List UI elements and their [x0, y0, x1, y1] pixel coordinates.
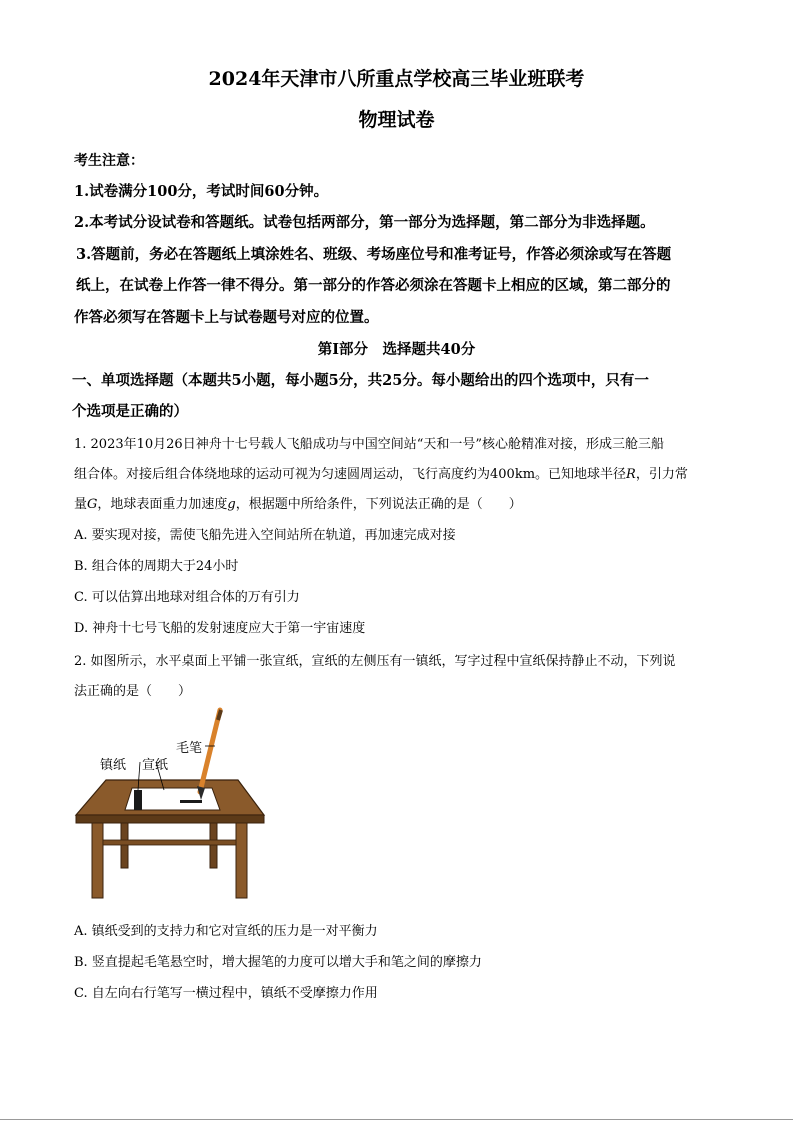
exam-subtitle: 物理试卷	[358, 109, 435, 131]
desk-figure	[70, 700, 270, 905]
q1-line3-c: ，根据题中所给条件，下列说法正确的是（ ）	[235, 497, 522, 512]
table-crossbar	[103, 840, 236, 845]
q1-stem-line-1: 1. 2023年10月26日神舟十七号载人飞船成功与中国空间站“天和一号”核心舱精准对接，形成三舱三船	[74, 437, 664, 452]
xuan-paper-label: 宣纸	[142, 758, 169, 773]
ink-stroke	[180, 800, 202, 803]
section-heading-line-2: 个选项是正确的）	[72, 403, 188, 420]
q1-var-g: g	[227, 497, 236, 512]
paperweight-label: 镇纸	[100, 758, 127, 773]
q1-stem-line-2	[74, 463, 688, 482]
q2-option-b: B. 竖直提起毛笔悬空时，增大握笔的力度可以增大手和笔之间的摩擦力	[74, 955, 482, 970]
q1-line3-a: 量	[74, 497, 88, 512]
q2-option-a: A. 镇纸受到的支持力和它对宣纸的压力是一对平衡力	[74, 924, 378, 939]
notice-item-3-line-3: 作答必须写在答题卡上与试卷题号对应的位置。	[74, 309, 379, 326]
paperweight-block	[134, 790, 142, 810]
q2-stem-line-2: 法正确的是（ ）	[74, 684, 192, 699]
q1-option-a: A. 要实现对接，需使飞船先进入空间站所在轨道，再加速完成对接	[74, 528, 456, 543]
q1-var-R: R	[626, 467, 636, 482]
q1-line3-b: ，地球表面重力加速度	[97, 497, 228, 512]
table-leg-front-left	[92, 822, 103, 898]
q2-stem-line-1: 2. 如图所示，水平桌面上平铺一张宣纸，宣纸的左侧压有一镇纸，写字过程中宣纸保持静止不动，下列说	[74, 654, 676, 669]
notice-item-2: 2.本考试分设试卷和答题纸。试卷包括两部分，第一部分为选择题，第二部分为非选择题。	[74, 214, 655, 231]
notice-item-3-line-2: 纸上，在试卷上作答一律不得分。第一部分的作答必须涂在答题卡上相应的区域，第二部分的	[76, 277, 671, 294]
notice-item-1: 1.试卷满分100分，考试时间60分钟。	[74, 183, 329, 200]
q1-var-G: G	[87, 497, 98, 512]
q1-option-b: B. 组合体的周期大于24小时	[74, 559, 239, 574]
q1-line2-text: 组合体。对接后组合体绕地球的运动可视为匀速圆周运动，飞行高度约为400km。已知地球半径	[74, 467, 627, 482]
exam-title: 2024年天津市八所重点学校高三毕业班联考	[208, 68, 585, 90]
table-legs	[92, 822, 247, 898]
q1-option-c: C. 可以估算出地球对组合体的万有引力	[74, 590, 300, 605]
q1-line2-tail: ，引力常	[635, 467, 688, 482]
q1-stem-line-3	[74, 493, 522, 512]
page-bottom-rule	[0, 1119, 793, 1120]
q1-option-d: D. 神舟十七号飞船的发射速度应大于第一宇宙速度	[74, 621, 366, 636]
notice-item-3-line-1: 3.答题前，务必在答题纸上填涂姓名、班级、考场座位号和准考证号，作答必须涂或写在答题	[76, 246, 672, 263]
brush-label: 毛笔	[176, 741, 203, 756]
table-leg-front-right	[236, 822, 247, 898]
notice-heading: 考生注意：	[74, 153, 144, 169]
section-heading-line-1: 一、单项选择题（本题共5小题，每小题5分，共25分。每小题给出的四个选项中，只有一	[72, 372, 649, 389]
part1-heading: 第I部分 选择题共40分	[317, 341, 476, 358]
table-edge	[76, 815, 264, 823]
q2-option-c: C. 自左向右行笔写一横过程中，镇纸不受摩擦力作用	[74, 986, 378, 1001]
